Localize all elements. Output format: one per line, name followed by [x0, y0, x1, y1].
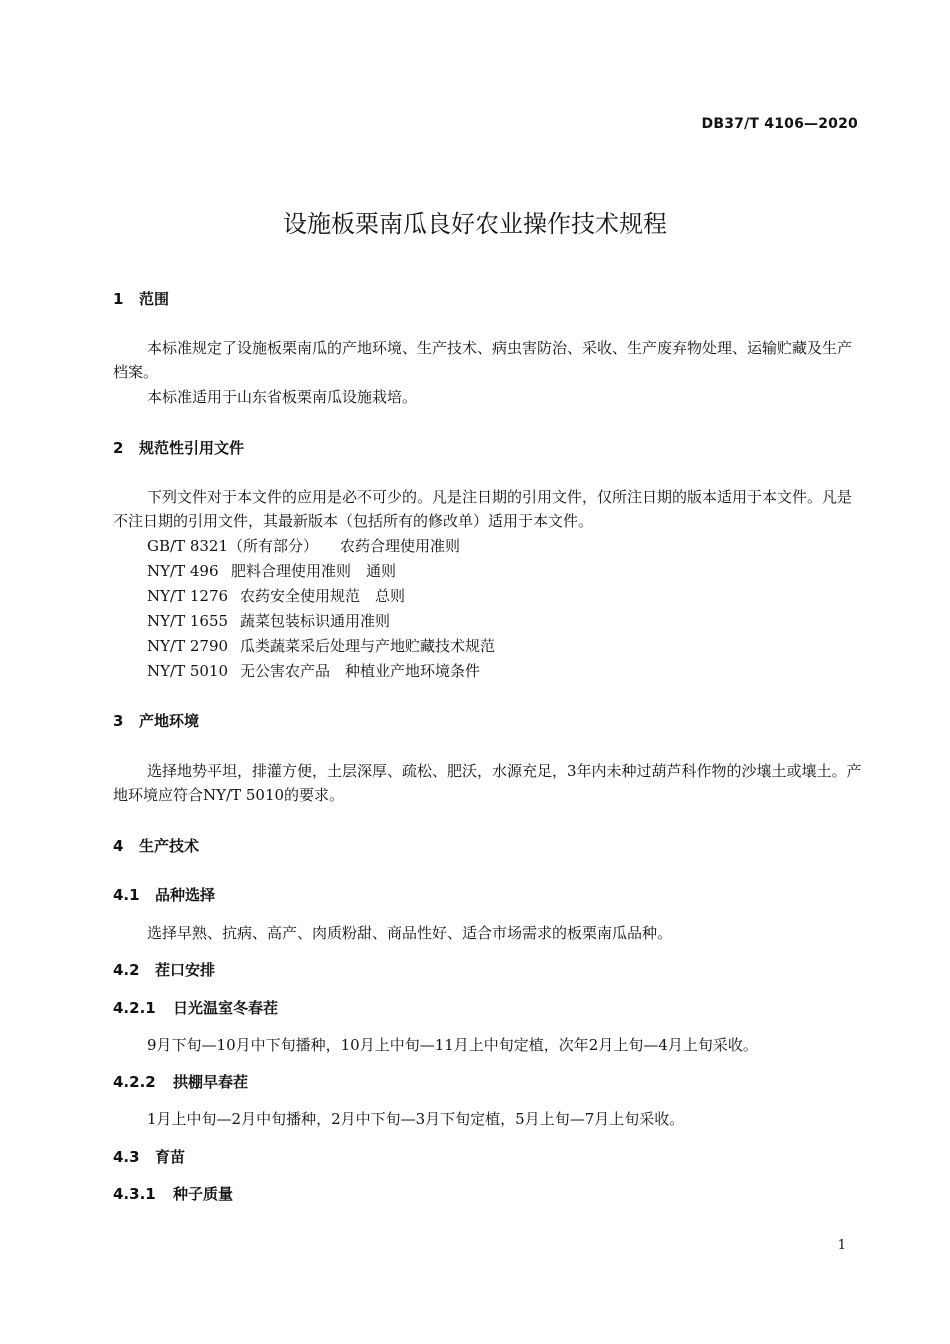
- section-number: 4.3: [113, 1148, 140, 1166]
- reference-name: 蔬菜包装标识通用准则: [240, 612, 391, 630]
- reference-code: NY/T 496: [147, 562, 219, 580]
- reference-name: 农药合理使用准则: [340, 537, 461, 555]
- section-4-2-2-heading: [113, 1071, 248, 1092]
- section-number: 4.2.1: [113, 999, 156, 1017]
- reference-item: [147, 610, 390, 631]
- reference-item: [147, 585, 405, 606]
- section-number: 4.2: [113, 961, 140, 979]
- paragraph: 选择早熟、抗病、高产、肉质粉甜、商品性好、适合市场需求的板栗南瓜品种。: [147, 924, 673, 942]
- section-4-3-1-heading: [113, 1183, 233, 1204]
- section-number: 4.1: [113, 886, 140, 904]
- reference-code: NY/T 5010: [147, 662, 229, 680]
- section-4-1-heading: [113, 884, 215, 905]
- reference-item: [147, 635, 495, 656]
- document-title: 设施板栗南瓜良好农业操作技术规程: [283, 210, 667, 238]
- paragraph: 1月上中旬—2月中旬播种，2月中下旬—3月下旬定植，5月上旬—7月上旬采收。: [147, 1110, 685, 1128]
- section-4-3-heading: [113, 1146, 185, 1167]
- section-number: 1: [113, 290, 124, 308]
- section-2-heading: [113, 437, 244, 458]
- section-4-heading: [113, 835, 199, 856]
- page-number: 1: [837, 1238, 846, 1253]
- reference-name: 农药安全使用规范 总则: [240, 587, 406, 605]
- paragraph: 本标准规定了设施板栗南瓜的产地环境、生产技术、病虫害防治、采收、生产废弃物处理、运输贮藏及生产档案。: [113, 339, 853, 381]
- reference-name: 瓜类蔬菜采后处理与产地贮藏技术规范: [240, 637, 496, 655]
- section-number: 4: [113, 837, 124, 855]
- paragraph: 选择地势平坦，排灌方便，土层深厚、疏松、肥沃，水源充足，3年内未种过葫芦科作物的沙壤土或壤土。产地环境应符合NY/T 5010的要求。: [113, 762, 862, 804]
- reference-code: NY/T 1655: [147, 612, 229, 630]
- paragraph: 本标准适用于山东省板栗南瓜设施栽培。: [147, 388, 418, 406]
- section-title: 生产技术: [139, 837, 200, 855]
- section-number: 3: [113, 712, 124, 730]
- reference-code: NY/T 2790: [147, 637, 229, 655]
- section-4-2-1-heading: [113, 997, 278, 1018]
- section-title: 茬口安排: [155, 961, 216, 979]
- reference-item: [147, 660, 480, 681]
- section-title: 拱棚早春茬: [173, 1073, 249, 1091]
- section-number: 4.3.1: [113, 1185, 156, 1203]
- reference-item: [147, 560, 396, 581]
- paragraph: 下列文件对于本文件的应用是必不可少的。凡是注日期的引用文件，仅所注日期的版本适用于本文件。凡是不注日期的引用文件，其最新版本（包括所有的修改单）适用于本文件。: [113, 488, 853, 530]
- section-title: 育苗: [155, 1148, 186, 1166]
- section-1-heading: [113, 288, 169, 309]
- section-title: 种子质量: [173, 1185, 234, 1203]
- section-title: 品种选择: [155, 886, 216, 904]
- section-title: 日光温室冬春茬: [173, 999, 279, 1017]
- reference-name: 无公害农产品 种植业产地环境条件: [240, 662, 481, 680]
- reference-code: NY/T 1276: [147, 587, 229, 605]
- section-title: 规范性引用文件: [139, 439, 245, 457]
- section-number: 2: [113, 439, 124, 457]
- reference-code: GB/T 8321（所有部分）: [147, 537, 319, 555]
- reference-item: [147, 535, 460, 556]
- section-title: 产地环境: [139, 712, 200, 730]
- paragraph: 9月下旬—10月中下旬播种，10月上中旬—11月上中旬定植，次年2月上旬—4月上旬采收。: [147, 1036, 758, 1054]
- section-title: 范围: [139, 290, 170, 308]
- section-4-2-heading: [113, 959, 215, 980]
- section-number: 4.2.2: [113, 1073, 156, 1091]
- section-3-heading: [113, 710, 199, 731]
- reference-name: 肥料合理使用准则 通则: [231, 562, 397, 580]
- document-number: DB37/T 4106—2020: [701, 116, 858, 132]
